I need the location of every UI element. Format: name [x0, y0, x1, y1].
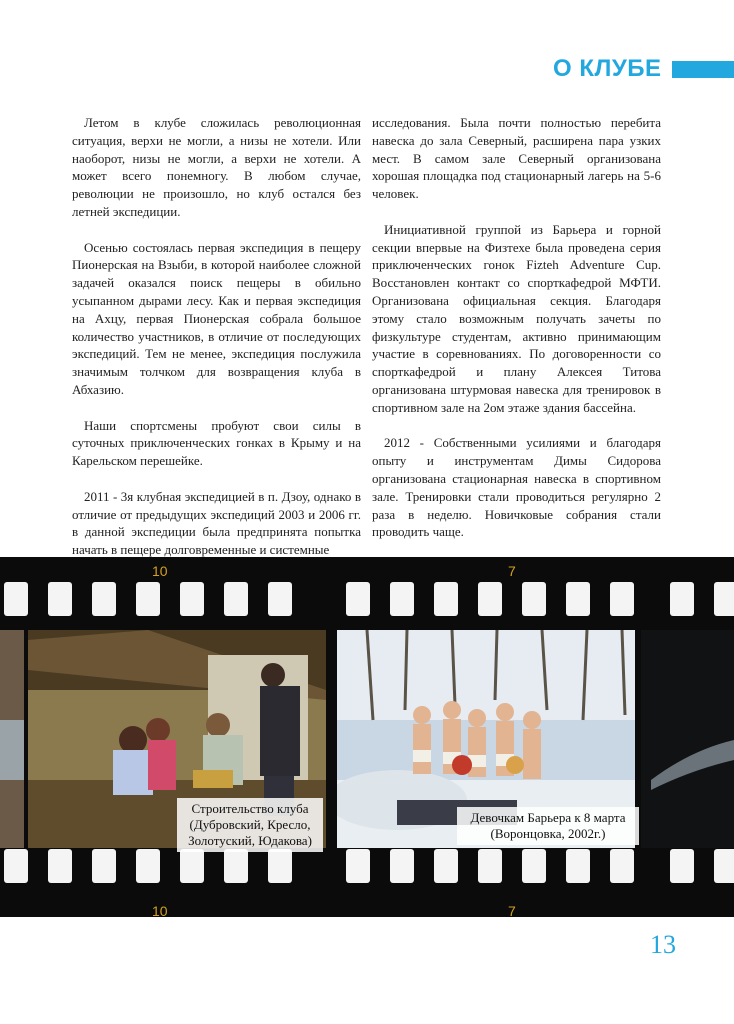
text-column-right [372, 114, 661, 559]
header-accent-bar [672, 61, 734, 78]
paragraph: Наши спортсмены пробуют свои силы в суточных приключенческих гонках в Крыму и на Карельском перешейке. [72, 417, 361, 469]
paragraph: Летом в клубе сложилась революционная ситуация, верхи не могли, а низы не хотели. Или наоборот, низы не могли, а верхи не хотели. А может всего понемногу. В любом случае, революции не произошло, но клуб остался без летней экспедиции. [72, 115, 361, 219]
perforation [92, 849, 116, 883]
perforation [390, 582, 414, 616]
perforation [522, 582, 546, 616]
perforation [434, 849, 458, 883]
caption-line: Золотуский, Юдакова) [188, 833, 312, 848]
frame-number: 10 [152, 563, 168, 579]
film-perforations-bottom [0, 849, 734, 883]
frame-number: 7 [508, 903, 516, 917]
perforation [566, 582, 590, 616]
perforation [390, 849, 414, 883]
perforation [478, 849, 502, 883]
perforation [180, 582, 204, 616]
perforation [346, 582, 370, 616]
perforation [566, 849, 590, 883]
photo-partial-right [641, 630, 734, 848]
perforation [714, 582, 734, 616]
paragraph: исследования. Была почти полностью перебита навеска до зала Северный, расширена пара узких мест. В самом зале Северный организована хорошая площадка под стационарный лагерь на 5-6 человек. [372, 115, 661, 202]
caption-line: (Дубровский, Кресло, [189, 817, 311, 832]
paragraph: Осенью состоялась первая экспедиция в пещеру Пионерская на Взыби, в которой наиболее сложной задачей оказался поиск пещеры в обильно усыпанном дырами лесу. Как и первая экспедиция на Ахцу, первая Пионерская собрала большое количество участников, в отличие от последующих экспедиций. Тем не менее, экспедиция послужила значимым толчком для возвращения клуба в Абхазию. [72, 239, 361, 397]
perforation [92, 582, 116, 616]
paragraph: 2012 - Собственными усилиями и благодаря опыту и инструментам Димы Сидорова организована стационарная навеска в спортивном зале. Тренировки стали проводиться регулярно 2 раза в неделю. Новичковые собрания стали проводить чаще. [372, 435, 661, 540]
perforation [346, 849, 370, 883]
perforation [478, 582, 502, 616]
perforation [268, 849, 292, 883]
perforation [136, 582, 160, 616]
perforation [224, 849, 248, 883]
photo-caption [177, 798, 323, 852]
perforation [180, 849, 204, 883]
perforation [434, 582, 458, 616]
perforation [268, 582, 292, 616]
perforation [4, 582, 28, 616]
text-column-left [72, 114, 361, 577]
perforation [714, 849, 734, 883]
caption-line: Строительство клуба [191, 801, 309, 816]
film-perforations-top [0, 582, 734, 616]
caption-line: Девочкам Барьера к 8 марта [470, 810, 626, 825]
perforation [610, 849, 634, 883]
perforation [224, 582, 248, 616]
section-title: О КЛУБЕ [553, 55, 662, 82]
filmstrip [0, 557, 734, 917]
perforation [522, 849, 546, 883]
paragraph: Инициативной группой из Барьера и горной секции впервые на Физтехе была проведена серия приключенческих гонок Fizteh Adventure Cup. Восстановлен контакт со спорткафедрой МФТИ. Организована официальная секция. Благодаря этому стало возможным получать зачеты по физкультуре студентам, активно принимающим участие в соревнованиях. По договоренности со спорткафедрой и плану Алексея Титова организована штурмовая навеска для тренировок в спортивном зале на 2ом этаже здания бассейна. [372, 221, 661, 415]
perforation [610, 582, 634, 616]
page-number: 13 [650, 930, 676, 959]
perforation [48, 849, 72, 883]
frame-number: 10 [152, 903, 168, 917]
photo-caption [457, 807, 639, 845]
perforation [670, 582, 694, 616]
perforation [670, 849, 694, 883]
paragraph: 2011 - 3я клубная экспедицией в п. Дзоу, однако в отличие от предыдущих экспедиций 2003 и 2006 гг. в данной экспедиции была предпринята попытка начать в пещере долговременные и системные [72, 488, 361, 558]
frame-number: 7 [508, 563, 516, 579]
perforation [136, 849, 160, 883]
caption-line: (Воронцовка, 2002г.) [490, 826, 606, 841]
perforation [4, 849, 28, 883]
photo-partial-left [0, 630, 24, 848]
perforation [48, 582, 72, 616]
